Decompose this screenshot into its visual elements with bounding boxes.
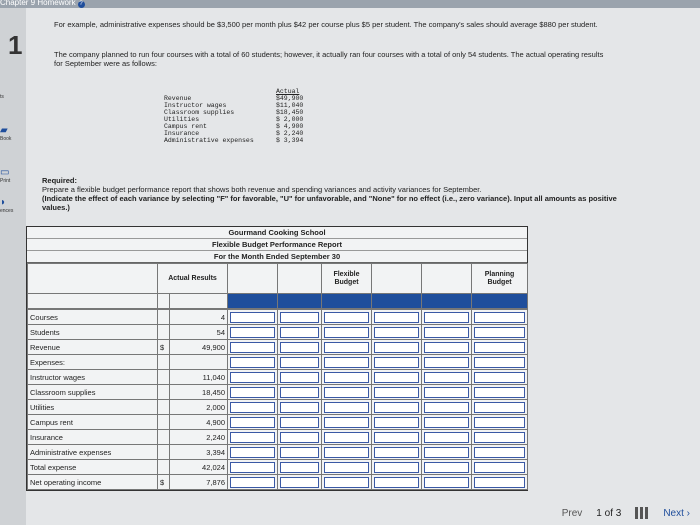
answer-input[interactable]	[424, 387, 469, 398]
dollar-sign: $	[158, 340, 170, 355]
actual-value: 2,240	[170, 430, 228, 445]
table-row	[28, 385, 528, 400]
page-indicator: 1 of 3	[596, 507, 622, 519]
row-label: Expenses:	[28, 355, 158, 370]
col-flexible-budget: Flexible Budget	[322, 264, 372, 294]
answer-cell[interactable]	[472, 415, 528, 430]
answer-cell[interactable]	[472, 325, 528, 340]
answer-input[interactable]	[474, 327, 525, 338]
answer-input[interactable]	[474, 462, 525, 473]
answer-cell[interactable]	[372, 355, 422, 370]
answer-cell[interactable]	[278, 310, 322, 325]
answer-cell[interactable]	[228, 325, 278, 340]
required-section	[42, 176, 642, 212]
answer-input[interactable]	[424, 477, 469, 488]
answer-input[interactable]	[230, 357, 275, 368]
table-row	[28, 370, 528, 385]
actual-row: Instructor wages $11,040	[164, 102, 304, 109]
answer-cell[interactable]	[228, 415, 278, 430]
answer-input[interactable]	[474, 372, 525, 383]
answer-cell[interactable]	[372, 340, 422, 355]
table-row	[28, 340, 528, 355]
row-label: Campus rent	[28, 415, 158, 430]
dollar-sign	[158, 370, 170, 385]
answer-cell[interactable]	[422, 310, 472, 325]
answer-cell[interactable]	[322, 385, 372, 400]
col-planning-budget: Planning Budget	[472, 264, 528, 294]
answer-cell[interactable]	[472, 355, 528, 370]
answer-cell[interactable]	[322, 310, 372, 325]
answer-cell[interactable]	[278, 475, 322, 490]
row-label: Instructor wages	[28, 370, 158, 385]
answer-input[interactable]	[230, 477, 275, 488]
answer-cell[interactable]	[422, 415, 472, 430]
answer-input[interactable]	[280, 312, 319, 323]
reference-icon: ◗	[0, 197, 7, 208]
intro-paragraph-1: For example, administrative expenses should be $3,500 per month plus $42 per course plus $5 per student. The company's sales should average $880 per student.	[54, 20, 598, 29]
dollar-sign	[158, 460, 170, 475]
dollar-sign	[158, 325, 170, 340]
answer-cell[interactable]	[228, 445, 278, 460]
actual-row: Utilities $ 2,000	[164, 116, 304, 123]
table-row	[28, 430, 528, 445]
actual-value	[170, 355, 228, 370]
row-label: Utilities	[28, 400, 158, 415]
answer-input[interactable]	[280, 387, 319, 398]
answer-input[interactable]	[424, 327, 469, 338]
answer-cell[interactable]	[372, 400, 422, 415]
required-text: Prepare a flexible budget performance report that shows both revenue and spending variances and activity variances for September.	[42, 185, 482, 194]
answer-input[interactable]	[424, 342, 469, 353]
required-note: (Indicate the effect of each variance by selecting "F" for favorable, "U" for unfavorable, and "None" for no effect (i.e., zero variance). Input all amounts as positive values.)	[42, 194, 617, 212]
answer-cell[interactable]	[372, 310, 422, 325]
print-icon: ▭	[0, 167, 10, 178]
book-icon: ▰	[0, 125, 8, 136]
answer-input[interactable]	[424, 312, 469, 323]
answer-input[interactable]	[230, 402, 275, 413]
answer-input[interactable]	[424, 402, 469, 413]
answer-input[interactable]	[230, 312, 275, 323]
answer-cell[interactable]	[228, 370, 278, 385]
row-label: Students	[28, 325, 158, 340]
sidebar-item-print[interactable]: ▭ Print	[0, 168, 26, 184]
answer-cell[interactable]	[472, 370, 528, 385]
actual-value: 4	[170, 310, 228, 325]
actual-value: 7,876	[170, 475, 228, 490]
answer-input[interactable]	[230, 462, 275, 473]
answer-input[interactable]	[280, 372, 319, 383]
answer-cell[interactable]	[322, 370, 372, 385]
table-row	[28, 460, 528, 475]
answer-input[interactable]	[324, 477, 369, 488]
report-rows	[27, 309, 528, 490]
answer-cell[interactable]	[472, 430, 528, 445]
row-label: Insurance	[28, 430, 158, 445]
dollar-sign	[158, 385, 170, 400]
answer-input[interactable]	[230, 372, 275, 383]
answer-cell[interactable]	[278, 430, 322, 445]
answer-cell[interactable]	[322, 430, 372, 445]
dollar-sign: $	[158, 475, 170, 490]
answer-input[interactable]	[424, 357, 469, 368]
answer-input[interactable]	[324, 387, 369, 398]
answer-input[interactable]	[230, 432, 275, 443]
answer-input[interactable]	[374, 357, 419, 368]
answer-cell[interactable]	[372, 475, 422, 490]
answer-input[interactable]	[474, 432, 525, 443]
actual-results-list	[164, 88, 332, 144]
answer-input[interactable]	[230, 447, 275, 458]
next-button[interactable]: Next ›	[663, 507, 690, 519]
answer-cell[interactable]	[322, 340, 372, 355]
actual-row: Revenue $49,900	[164, 95, 304, 102]
answer-cell[interactable]	[228, 475, 278, 490]
table-row	[28, 355, 528, 370]
answer-cell[interactable]	[278, 340, 322, 355]
table-row	[28, 415, 528, 430]
answer-cell[interactable]	[228, 430, 278, 445]
dollar-sign	[158, 415, 170, 430]
answer-input[interactable]	[324, 432, 369, 443]
report-table	[27, 263, 528, 309]
answer-cell[interactable]	[422, 340, 472, 355]
actual-value: 4,900	[170, 415, 228, 430]
answer-cell[interactable]	[228, 340, 278, 355]
answer-cell[interactable]	[278, 460, 322, 475]
answer-input[interactable]	[424, 432, 469, 443]
answer-cell[interactable]	[228, 310, 278, 325]
answer-input[interactable]	[324, 462, 369, 473]
answer-cell[interactable]	[422, 355, 472, 370]
answer-cell[interactable]	[472, 475, 528, 490]
table-row	[28, 400, 528, 415]
prev-button[interactable]: Prev	[561, 507, 583, 519]
answer-cell[interactable]	[472, 445, 528, 460]
answer-cell[interactable]	[278, 370, 322, 385]
answer-input[interactable]	[374, 372, 419, 383]
actual-value: 42,024	[170, 460, 228, 475]
answer-cell[interactable]	[322, 460, 372, 475]
flexible-budget-report	[26, 226, 528, 491]
answer-input[interactable]	[374, 312, 419, 323]
answer-cell[interactable]	[472, 460, 528, 475]
answer-input[interactable]	[424, 417, 469, 428]
row-label: Total expense	[28, 460, 158, 475]
table-row	[28, 475, 528, 490]
answer-cell[interactable]	[472, 340, 528, 355]
answer-input[interactable]	[230, 327, 275, 338]
answer-cell[interactable]	[422, 445, 472, 460]
table-row	[28, 310, 528, 325]
actual-row: Administrative expenses $ 3,394	[164, 137, 304, 144]
answer-input[interactable]	[474, 387, 525, 398]
answer-input[interactable]	[374, 447, 419, 458]
answer-input[interactable]	[374, 402, 419, 413]
dollar-sign	[158, 310, 170, 325]
answer-input[interactable]	[474, 447, 525, 458]
col-actual-results: Actual Results	[158, 264, 228, 294]
required-title: Required:	[42, 176, 78, 185]
top-bar	[0, 0, 700, 8]
answer-input[interactable]	[474, 342, 525, 353]
answer-cell[interactable]	[278, 445, 322, 460]
row-label: Classroom supplies	[28, 385, 158, 400]
intro-paragraph-2: The company planned to run four courses with a total of 60 students; however, it actually ran four courses with a total of only 54 students. The actual operating results for September were as follows:	[54, 50, 604, 68]
dollar-sign	[158, 355, 170, 370]
answer-cell[interactable]	[422, 400, 472, 415]
sidebar-item-book[interactable]: ▰ Book	[0, 126, 26, 142]
answer-cell[interactable]	[278, 415, 322, 430]
row-label: Administrative expenses	[28, 445, 158, 460]
answer-input[interactable]	[374, 327, 419, 338]
answer-cell[interactable]	[322, 400, 372, 415]
answer-cell[interactable]	[228, 355, 278, 370]
answer-input[interactable]	[280, 417, 319, 428]
answer-input[interactable]	[374, 462, 419, 473]
answer-cell[interactable]	[422, 325, 472, 340]
answer-input[interactable]	[374, 387, 419, 398]
answer-cell[interactable]	[228, 385, 278, 400]
dollar-sign	[158, 430, 170, 445]
answer-cell[interactable]	[422, 430, 472, 445]
answer-input[interactable]	[424, 372, 469, 383]
answer-input[interactable]	[280, 462, 319, 473]
actual-value: 49,900	[170, 340, 228, 355]
answer-cell[interactable]	[278, 400, 322, 415]
report-title: Gourmand Cooking School	[27, 227, 527, 239]
answer-cell[interactable]	[372, 430, 422, 445]
answer-input[interactable]	[324, 372, 369, 383]
actual-value: 11,040	[170, 370, 228, 385]
answer-cell[interactable]	[278, 355, 322, 370]
answer-input[interactable]	[324, 402, 369, 413]
answer-cell[interactable]	[322, 475, 372, 490]
answer-cell[interactable]	[228, 400, 278, 415]
answer-input[interactable]	[280, 447, 319, 458]
answer-cell[interactable]	[278, 385, 322, 400]
answer-cell[interactable]	[372, 370, 422, 385]
sidebar-item-ts[interactable]: ts	[0, 94, 4, 100]
answer-input[interactable]	[424, 447, 469, 458]
answer-cell[interactable]	[372, 445, 422, 460]
answer-input[interactable]	[374, 432, 419, 443]
answer-input[interactable]	[280, 402, 319, 413]
actual-header: Actual	[276, 88, 300, 95]
answer-cell[interactable]	[472, 310, 528, 325]
help-icon[interactable]: ?	[79, 1, 83, 7]
grid-icon[interactable]	[635, 507, 649, 519]
question-content	[26, 8, 700, 525]
answer-input[interactable]	[474, 357, 525, 368]
answer-input[interactable]	[374, 417, 419, 428]
answer-input[interactable]	[474, 312, 525, 323]
answer-cell[interactable]	[372, 385, 422, 400]
answer-input[interactable]	[324, 312, 369, 323]
answer-input[interactable]	[230, 417, 275, 428]
answer-cell[interactable]	[422, 460, 472, 475]
sidebar-item-references[interactable]: ◗ ences	[0, 198, 26, 214]
answer-input[interactable]	[324, 357, 369, 368]
answer-input[interactable]	[374, 342, 419, 353]
row-label: Courses	[28, 310, 158, 325]
answer-input[interactable]	[324, 342, 369, 353]
answer-input[interactable]	[324, 447, 369, 458]
dollar-sign	[158, 445, 170, 460]
dollar-sign	[158, 400, 170, 415]
answer-cell[interactable]	[278, 325, 322, 340]
answer-input[interactable]	[280, 477, 319, 488]
report-header	[27, 227, 527, 263]
answer-cell[interactable]	[422, 475, 472, 490]
actual-row: Insurance $ 2,240	[164, 130, 304, 137]
answer-input[interactable]	[474, 417, 525, 428]
answer-cell[interactable]	[322, 355, 372, 370]
answer-input[interactable]	[280, 342, 319, 353]
answer-input[interactable]	[324, 417, 369, 428]
actual-row: Campus rent $ 4,900	[164, 123, 304, 130]
sidebar	[0, 8, 26, 525]
actual-value: 54	[170, 325, 228, 340]
table-row	[28, 325, 528, 340]
answer-cell[interactable]	[422, 385, 472, 400]
answer-input[interactable]	[280, 327, 319, 338]
answer-cell[interactable]	[322, 445, 372, 460]
answer-input[interactable]	[280, 432, 319, 443]
answer-cell[interactable]	[472, 385, 528, 400]
answer-cell[interactable]	[228, 460, 278, 475]
answer-input[interactable]	[230, 387, 275, 398]
row-label: Net operating income	[28, 475, 158, 490]
chapter-title: Chapter 9 Homework ?	[0, 0, 83, 7]
actual-value: 3,394	[170, 445, 228, 460]
answer-input[interactable]	[280, 357, 319, 368]
question-number: 1	[8, 30, 23, 60]
pagination	[562, 507, 690, 519]
report-subtitle: Flexible Budget Performance Report	[27, 239, 527, 251]
answer-cell[interactable]	[322, 415, 372, 430]
answer-input[interactable]	[324, 327, 369, 338]
row-label: Revenue	[28, 340, 158, 355]
table-row	[28, 445, 528, 460]
answer-input[interactable]	[424, 462, 469, 473]
actual-row: Classroom supplies $18,450	[164, 109, 304, 116]
actual-value: 2,000	[170, 400, 228, 415]
actual-value: 18,450	[170, 385, 228, 400]
answer-cell[interactable]	[372, 415, 422, 430]
answer-cell[interactable]	[372, 325, 422, 340]
answer-input[interactable]	[374, 477, 419, 488]
answer-cell[interactable]	[372, 460, 422, 475]
answer-cell[interactable]	[472, 400, 528, 415]
answer-input[interactable]	[474, 477, 525, 488]
answer-input[interactable]	[474, 402, 525, 413]
answer-cell[interactable]	[422, 370, 472, 385]
report-period: For the Month Ended September 30	[213, 252, 341, 261]
answer-cell[interactable]	[322, 325, 372, 340]
answer-input[interactable]	[230, 342, 275, 353]
